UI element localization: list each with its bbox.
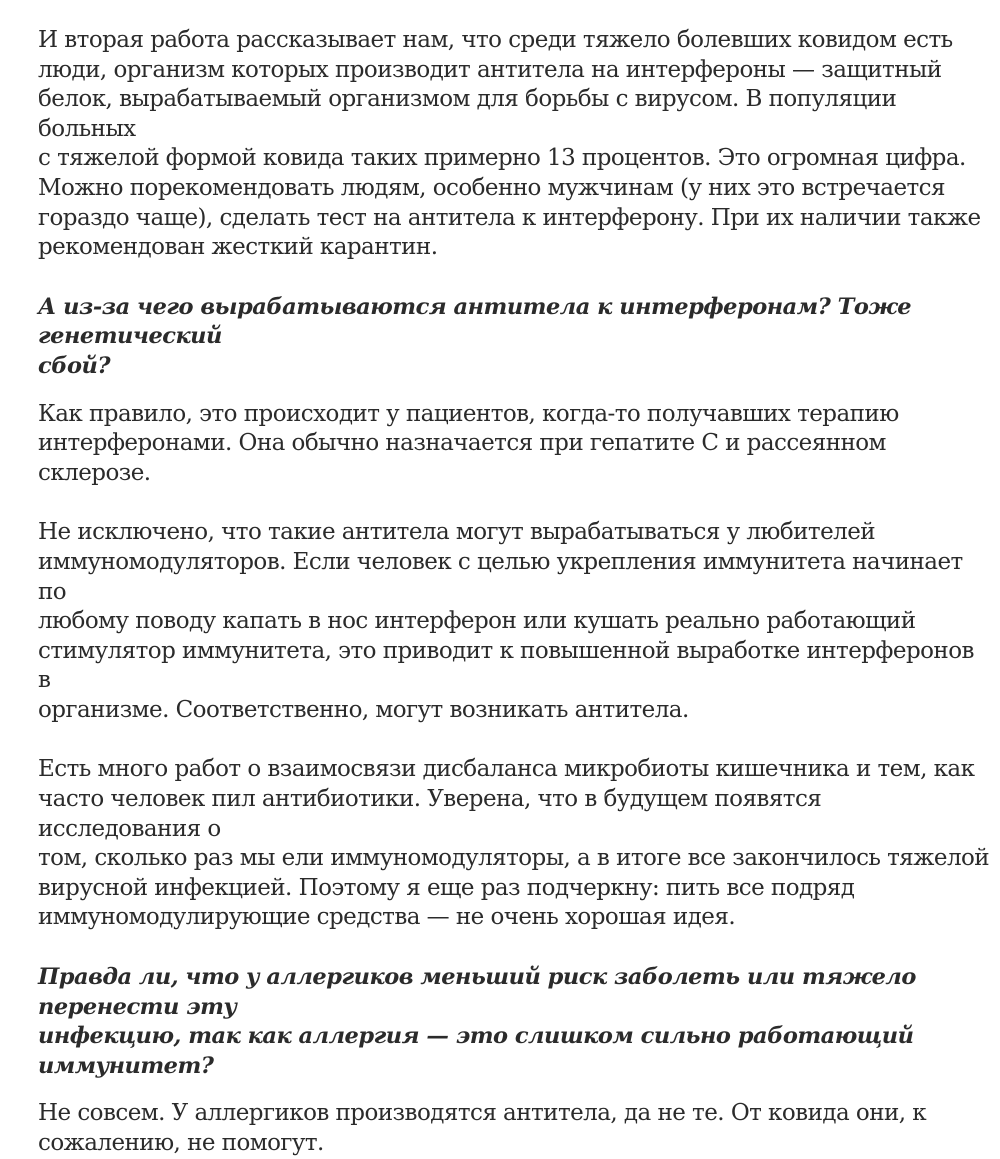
paragraph-interferon-antibodies: И вторая работа рассказывает нам, что среди тяжело болевших ковидом есть люди, организм которых производит антитела на интерфероны — защитный белок, вырабатываемый организмом для борьбы с вирусом. В популяции больных с тяжелой формой ковида таких примерно 13 процентов. Это огромная цифра. Можно порекомендовать людям, особенно мужчинам (у них это встречается гораздо чаще), сделать тест на антитела к интерферону. При их наличии также рекомендован жесткий карантин. [38,27,981,261]
interview-question: А из-за чего вырабатываются антитела к интерферонам? Тоже генетический сбой? [38,293,912,379]
paragraph-allergy-answer: Не совсем. У аллергиков производятся антитела, да не те. От ковида они, к сожалению, не помогут. [38,1100,927,1156]
spacer [38,933,990,963]
paragraph-microbiota: Есть много работ о взаимосвязи дисбаланса микробиоты кишечника и тем, как часто человек пил антибиотики. Уверена, что в будущем появятся исследования о том, сколько раз мы ели иммуномодуляторы, а в итоге все закончилось тяжелой вирусной инфекцией. Поэтому я еще раз подчеркну: пить все подряд иммуномодулирующие средства — не очень хорошая идея. [38,756,990,931]
paragraph-answer-therapy: Как правило, это происходит у пациентов, когда-то получавших терапию интерферонами. Она обычно назначается при гепатите С и рассеянном склерозе. [38,400,899,486]
spacer [38,725,990,755]
spacer [38,382,990,400]
spacer [38,1081,990,1099]
paragraph-immunomodulators: Не исключено, что такие антитела могут вырабатываться у любителей иммуномодуляторов. Если человек с целью укрепления иммунитета начинает по любому поводу капать в нос интерферон или кушать реально работающий стимулятор иммунитета, это приводит к повышенной выработке интерферонов в организме. Соответственно, могут возникать антитела. [38,519,974,723]
interview-question: Правда ли, что у аллергиков меньший риск заболеть или тяжело перенести эту инфекцию, так как аллергия — это слишком сильно работающий иммунитет? [38,964,916,1079]
spacer [38,263,990,293]
spacer [38,488,990,518]
